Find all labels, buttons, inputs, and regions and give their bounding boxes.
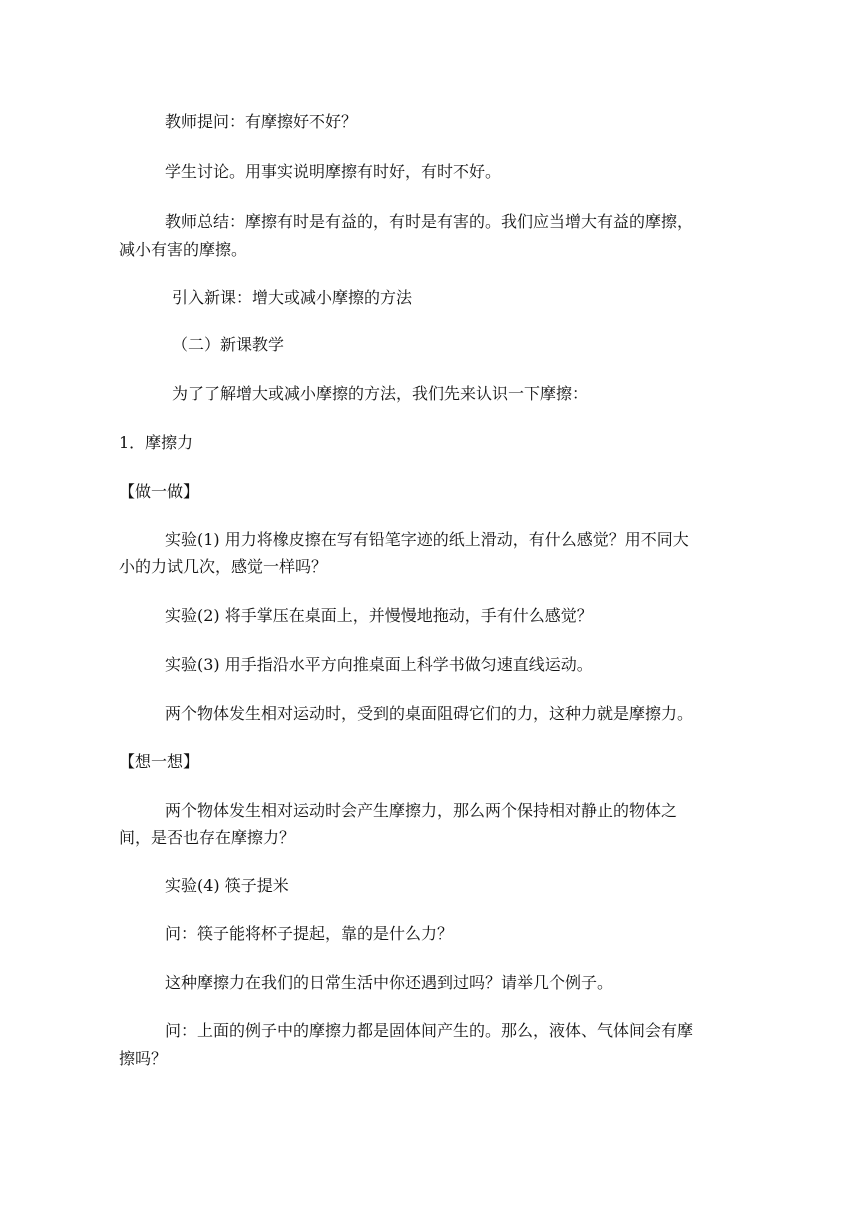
paragraph-static-friction-line1: 两个物体发生相对运动时会产生摩擦力，那么两个保持相对静止的物体之 bbox=[165, 801, 678, 820]
section-label-do-it: 【做一做】 bbox=[119, 482, 200, 501]
paragraph-fluid-friction-line1: 问：上面的例子中的摩擦力都是固体间产生的。那么，液体、气体间会有摩 bbox=[165, 1021, 694, 1040]
paragraph-daily-life-examples: 这种摩擦力在我们的日常生活中你还遇到过吗？请举几个例子。 bbox=[165, 973, 614, 992]
paragraph-new-lesson-intro: 引入新课：增大或减小摩擦的方法 bbox=[172, 288, 413, 307]
paragraph-lead-in: 为了了解增大或减小摩擦的方法，我们先来认识一下摩擦： bbox=[172, 384, 589, 403]
paragraph-student-discussion: 学生讨论。用事实说明摩擦有时好，有时不好。 bbox=[165, 162, 502, 181]
paragraph-experiment-2: 实验(2) 将手掌压在桌面上，并慢慢地拖动，手有什么感觉？ bbox=[165, 606, 593, 625]
section-heading-new-lesson: （二）新课教学 bbox=[172, 335, 285, 354]
paragraph-teacher-summary-line2: 减小有害的摩擦。 bbox=[119, 240, 248, 259]
paragraph-experiment-1-line2: 小的力试几次，感觉一样吗？ bbox=[119, 557, 328, 576]
paragraph-friction-definition: 两个物体发生相对运动时，受到的桌面阻碍它们的力，这种力就是摩擦力。 bbox=[165, 704, 694, 723]
paragraph-chopsticks-question: 问：筷子能将杯子提起，靠的是什么力？ bbox=[165, 924, 454, 943]
section-heading-friction: 1．摩擦力 bbox=[119, 433, 194, 452]
paragraph-static-friction-line2: 间，是否也存在摩擦力？ bbox=[119, 828, 296, 847]
paragraph-fluid-friction-line2: 擦吗？ bbox=[119, 1049, 168, 1068]
paragraph-experiment-4: 实验(4) 筷子提米 bbox=[165, 876, 289, 895]
paragraph-teacher-summary-line1: 教师总结：摩擦有时是有益的，有时是有害的。我们应当增大有益的摩擦， bbox=[165, 212, 694, 231]
paragraph-experiment-1-line1: 实验(1) 用力将橡皮擦在写有铅笔字迹的纸上滑动，有什么感觉？用不同大 bbox=[165, 530, 689, 549]
paragraph-experiment-3: 实验(3) 用手指沿水平方向推桌面上科学书做匀速直线运动。 bbox=[165, 655, 593, 674]
section-label-think: 【想一想】 bbox=[119, 752, 200, 771]
paragraph-teacher-question: 教师提问：有摩擦好不好？ bbox=[165, 112, 358, 131]
